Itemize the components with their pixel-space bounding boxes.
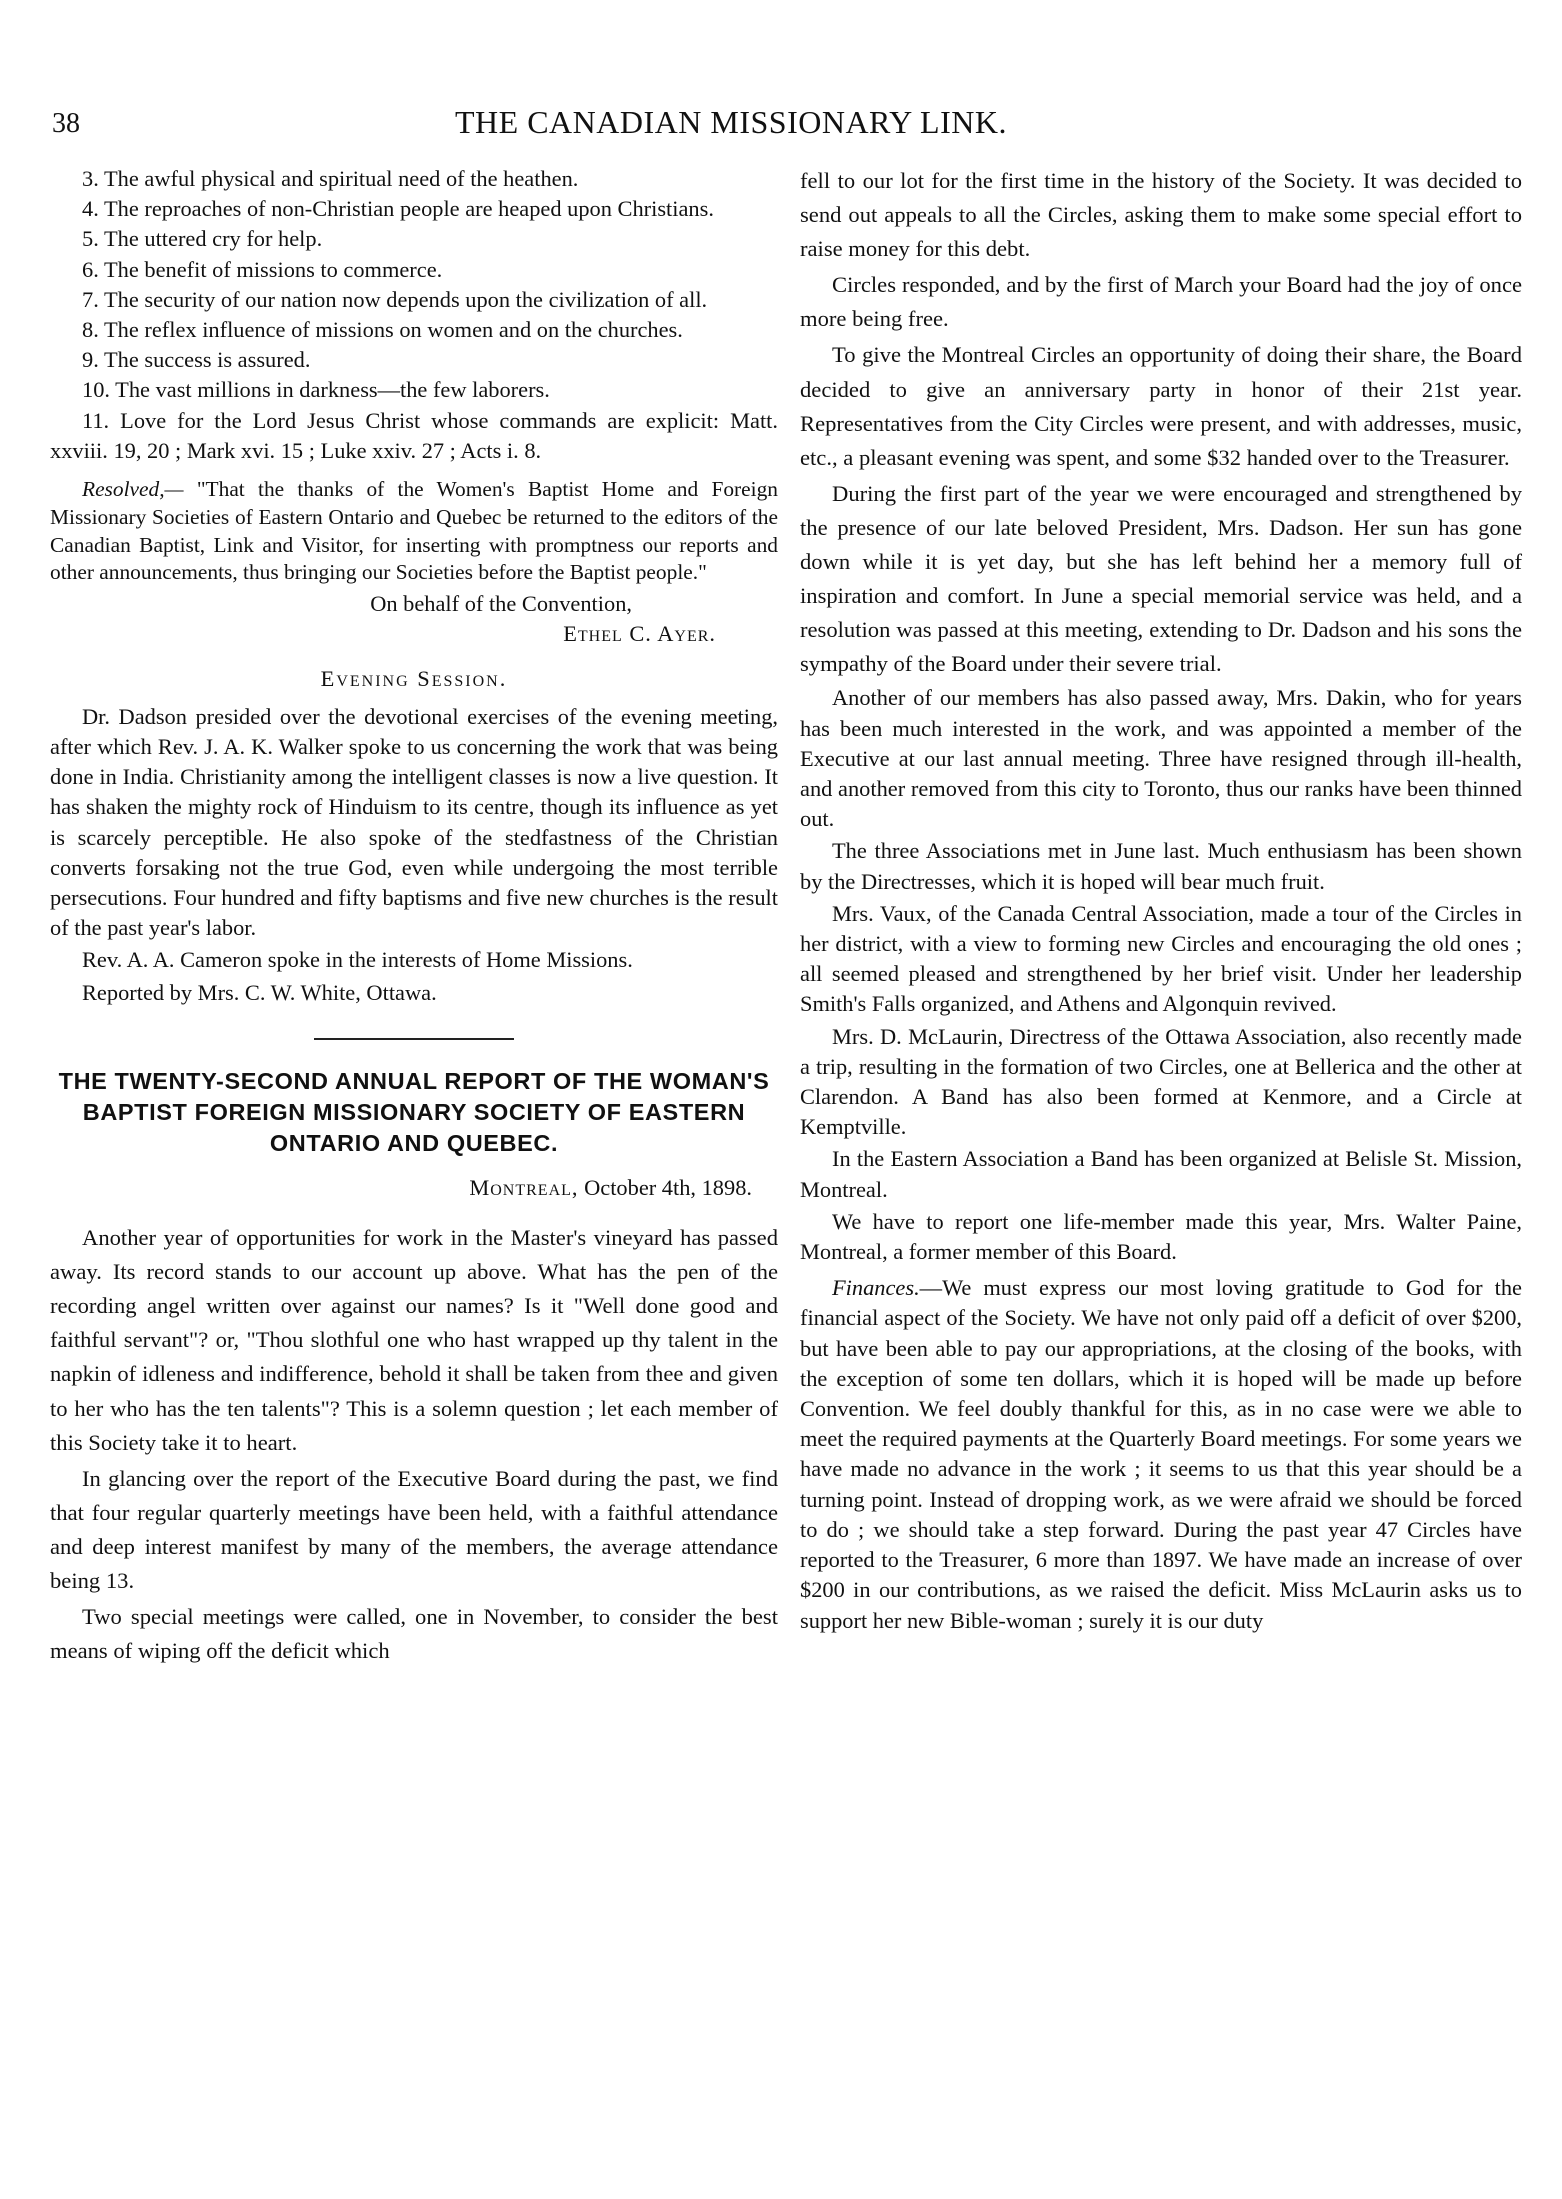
- report-paragraph: During the first part of the year we were encouraged and strengthened by the presence of our late beloved President, Mrs. Dadson. Her sun has gone down while it is yet day, but she has left behind her a memory full of inspiration and comfort. In June a special memorial service was held, and a resolution was passed at this meeting, extending to Dr. Dadson and his sons the sympathy of the Board under their severe trial.: [800, 480, 1522, 677]
- reason-item: 4. The reproaches of non-Christian people are heaped upon Christians.: [82, 196, 714, 222]
- report-paragraph: Mrs. Vaux, of the Canada Central Association, made a tour of the Circles in her district, with a view to forming new Circles and encouraging the old ones ; all seemed pleased and strengthened by her brief visit. Under her leadership Smith's Falls organized, and Athens and Algonquin revived.: [800, 900, 1522, 1017]
- dateline-date: October 4th, 1898.: [578, 1174, 752, 1200]
- report-paragraph: Circles responded, and by the first of March your Board had the joy of once more being free.: [800, 272, 1522, 332]
- reason-item: 6. The benefit of missions to commerce.: [82, 256, 443, 282]
- finances-paragraph: [800, 1273, 1522, 1635]
- evening-paragraph: Reported by Mrs. C. W. White, Ottawa.: [82, 979, 437, 1005]
- finances-text: —We must express our most loving gratitude to God for the financial aspect of the Society. We have not only paid off a deficit of over $200, but have been able to pay our appropriations, at the closing of the books, with the exception of some ten dollars, which it is hoped will be made up before Convention. We feel doubly thankful for this, as in no case were we able to meet the required payments at the Quarterly Board meetings. For some years we have made no advance in the work ; it seems to us that this year should be a turning point. Instead of dropping work, as we were afraid we should be forced to do ; we should take a step forward. During the past year 47 Circles have reported to the Treasurer, 6 more than 1897. We have made an increase of over $200 in our contributions, as we raised the deficit. Miss McLaurin asks us to support her new Bible-woman ; surely it is our duty: [800, 1275, 1522, 1633]
- evening-paragraph: Rev. A. A. Cameron spoke in the interests of Home Missions.: [82, 947, 633, 973]
- page-number: 38: [52, 108, 80, 139]
- right-column: [800, 164, 1522, 1638]
- reason-item: 8. The reflex influence of missions on women and on the churches.: [82, 317, 683, 343]
- report-paragraph: fell to our lot for the first time in the history of the Society. It was decided to send out appeals to all the Circles, asking them to make some special effort to raise money for this debt.: [800, 168, 1522, 262]
- signature-name: Ethel C. Ayer.: [563, 621, 716, 647]
- report-paragraph: Mrs. D. McLaurin, Directress of the Ottawa Association, also recently made a trip, resulting in the formation of two Circles, one at Bellerica and the other at Clarendon. A Band has also been formed at Kenmore, and a Circle at Kemptville.: [800, 1023, 1522, 1140]
- reason-item: 9. The success is assured.: [82, 347, 311, 373]
- left-column: [50, 164, 778, 1670]
- report-paragraph: Another of our members has also passed away, Mrs. Dakin, who for years has been much interested in the work, and was appointed a member of the Executive at our last annual meeting. Three have resigned through ill-health, and another removed from this city to Toronto, thus our ranks have been thinned out.: [800, 685, 1522, 832]
- finances-lead: Finances.: [832, 1275, 920, 1301]
- evening-paragraph: Dr. Dadson presided over the devotional exercises of the evening meeting, after which Rev. J. A. K. Walker spoke to us concerning the work that was being done in India. Christianity among the intelligent classes is now a live question. It has shaken the mighty rock of Hinduism to its centre, though its influence as yet is scarcely perceptible. He also spoke of the stedfastness of the Christian converts forsaking not the true God, even while undergoing the most terrible persecutions. Four hundred and fifty baptisms and five new churches is the result of the past year's labor.: [50, 703, 778, 941]
- reason-item: 7. The security of our nation now depends upon the civilization of all.: [82, 286, 708, 312]
- report-paragraph: In glancing over the report of the Executive Board during the past, we find that four regular quarterly meetings have been held, with a faithful attendance and deep interest manifest by many of the members, the average attendance being 13.: [50, 1465, 778, 1593]
- reason-item: 5. The uttered cry for help.: [82, 226, 323, 252]
- reason-item: 3. The awful physical and spiritual need of the heathen.: [82, 166, 579, 191]
- report-paragraph: Two special meetings were called, one in November, to consider the best means of wiping off the deficit which: [50, 1604, 778, 1664]
- report-paragraph: The three Associations met in June last. Much enthusiasm has been shown by the Directresses, which it is hoped will bear much fruit.: [800, 838, 1522, 894]
- resolution-text: "That the thanks of the Women's Baptist Home and Foreign Missionary Societies of Eastern Ontario and Quebec be returned to the editors of the Canadian Baptist, Link and Visitor, for inserting with promptness our reports and other announcements, thus bringing our Societies before the Baptist people.": [50, 477, 778, 585]
- reason-item: 10. The vast millions in darkness—the few laborers.: [82, 377, 550, 403]
- report-paragraph: Another year of opportunities for work in the Master's vineyard has passed away. Its record stands to our account up above. What has the pen of the recording angel written over against our names? Is it "Well done good and faithful servant"? or, "Thou slothful one who hast wrapped up thy talent in the napkin of idleness and indifference, behold it shall be taken from thee and given to her who has the ten talents"? This is a solemn question ; let each member of this Society take it to heart.: [50, 1225, 778, 1455]
- report-paragraph: To give the Montreal Circles an opportunity of doing their share, the Board decided to give an anniversary party in honor of their 21st year. Representatives from the City Circles were present, and with addresses, music, etc., a pleasant evening was spent, and some $32 handed over to the Treasurer.: [800, 342, 1522, 470]
- report-paragraph: We have to report one life-member made this year, Mrs. Walter Paine, Montreal, a former member of this Board.: [800, 1208, 1522, 1265]
- resolution-paragraph: [50, 476, 778, 587]
- report-paragraph: In the Eastern Association a Band has been organized at Belisle St. Mission, Montreal.: [800, 1146, 1522, 1202]
- resolution-lead: Resolved,—: [82, 477, 184, 502]
- report-title: THE TWENTY-SECOND ANNUAL REPORT OF THE WOMAN'S BAPTIST FOREIGN MISSIONARY SOCIETY OF EASTERN ONTARIO AND QUEBEC.: [58, 1067, 770, 1156]
- running-title: THE CANADIAN MISSIONARY LINK.: [455, 104, 1007, 140]
- signature-line: On behalf of the Convention,: [370, 591, 632, 617]
- dateline: [50, 1173, 778, 1203]
- dateline-place: Montreal,: [469, 1174, 579, 1200]
- section-divider: [314, 1038, 514, 1040]
- evening-session-heading: Evening Session.: [320, 665, 508, 691]
- reason-item: 11. Love for the Lord Jesus Christ whose commands are explicit: Matt. xxviii. 19, 20 ; Mark xvi. 15 ; Luke xxiv. 27 ; Acts i. 8.: [50, 407, 778, 463]
